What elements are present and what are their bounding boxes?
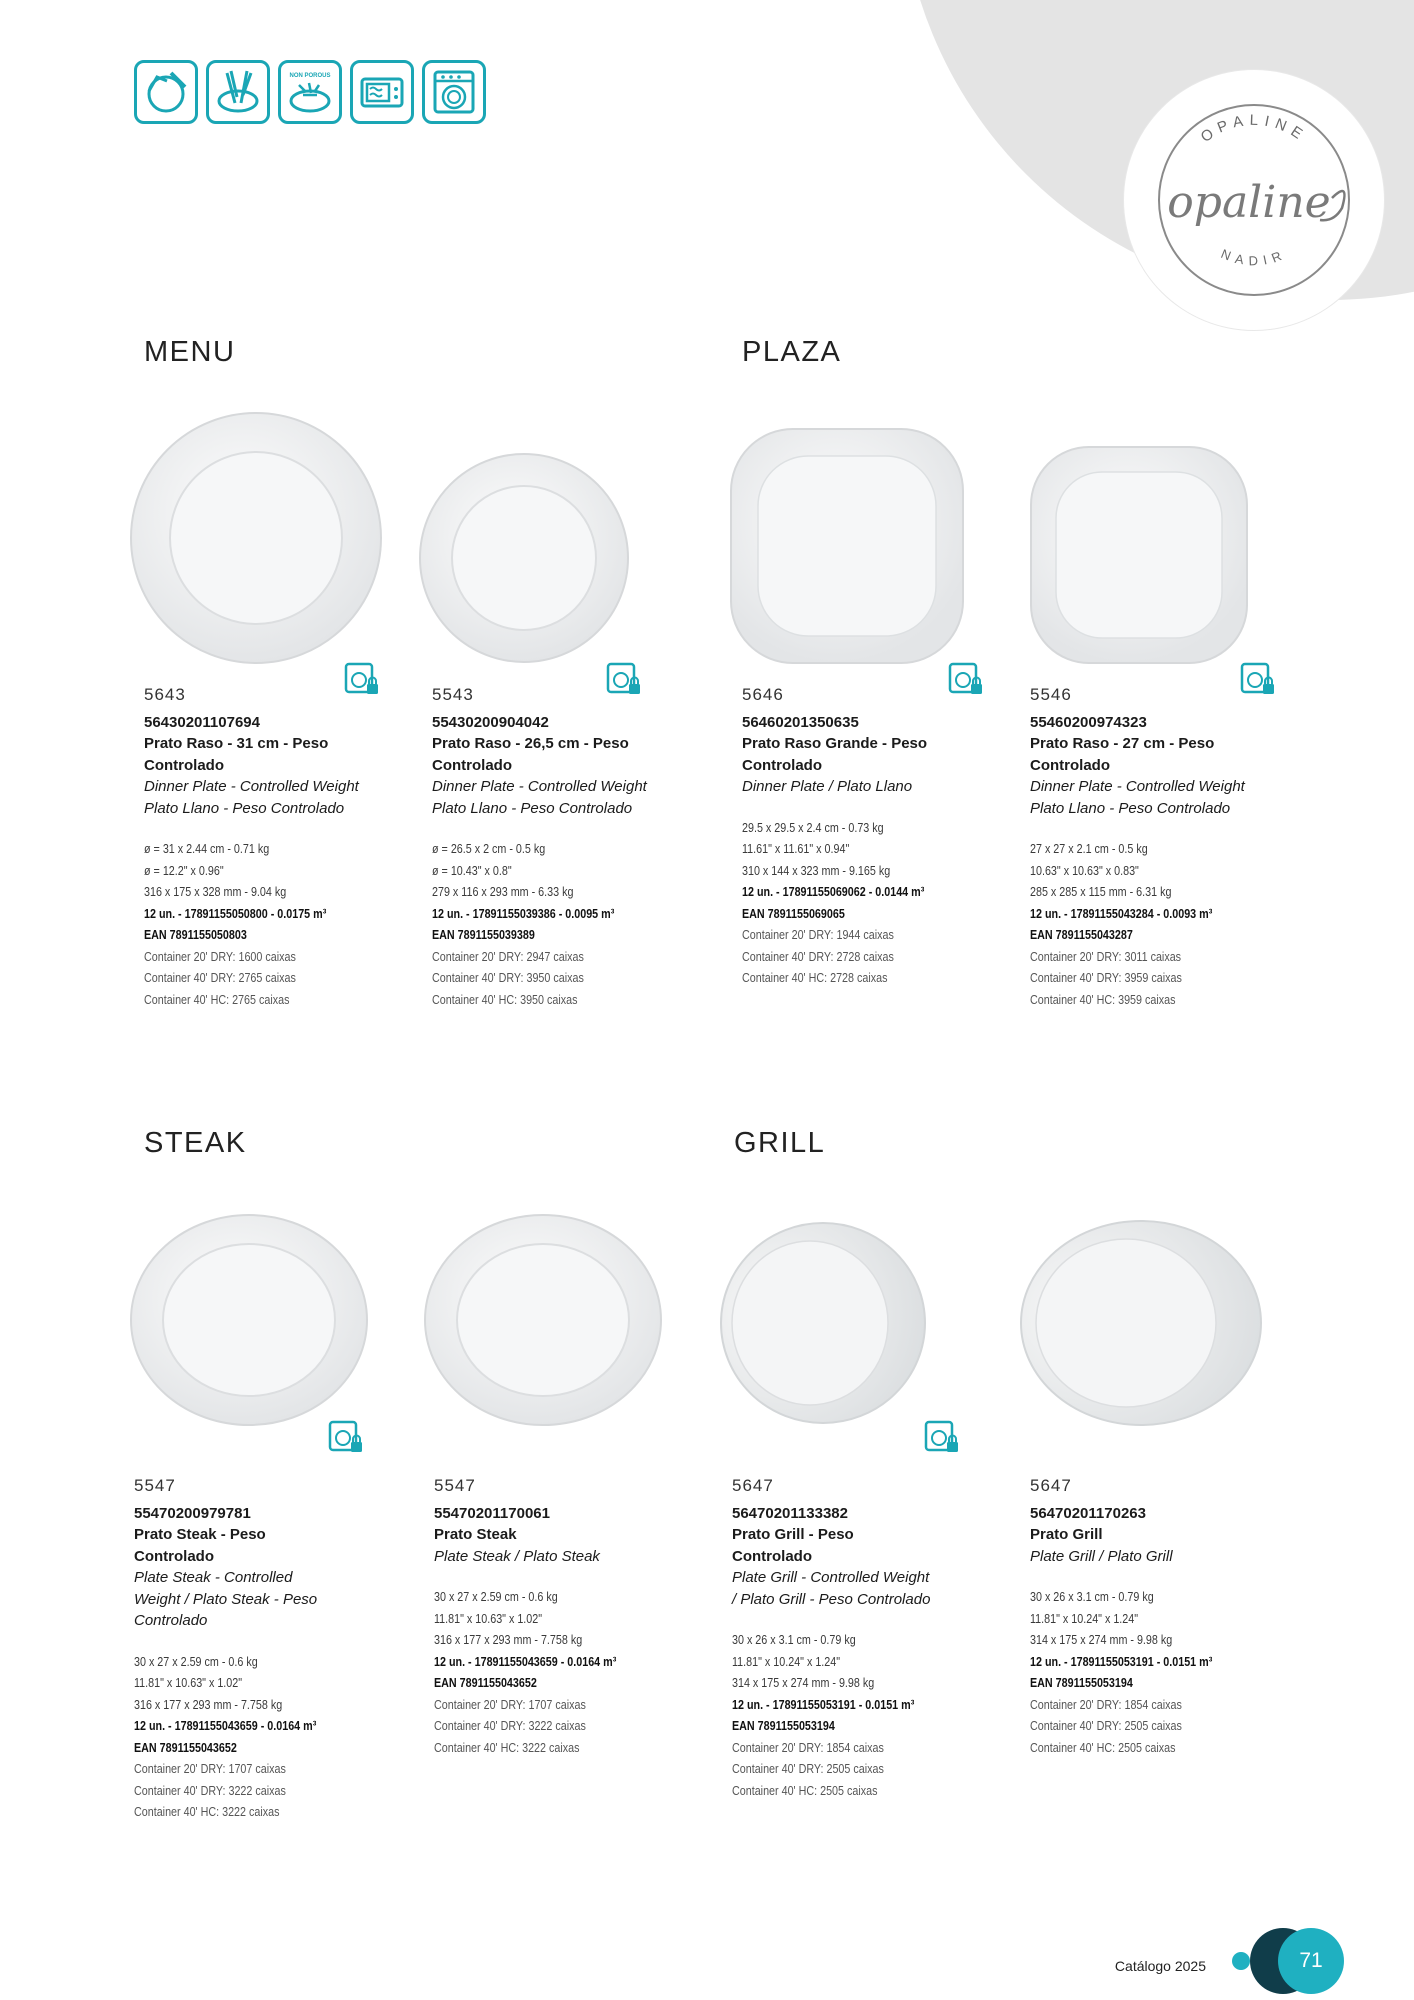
spec-pack: 12 un. - 17891155053191 - 0.0151 m³: [1030, 1654, 1213, 1669]
dishwasher-safe-icon: [134, 60, 198, 124]
non-porous-label: NON POROUS: [289, 73, 331, 79]
product-code: 5647: [1030, 1476, 1072, 1495]
spec-line: 30 x 27 x 2.59 cm - 0.6 kg: [134, 1654, 258, 1669]
non-porous-icon: [278, 60, 342, 124]
spec-container: Container 40' DRY: 2728 caixas: [742, 949, 894, 964]
page-number: 71: [1278, 1928, 1344, 1994]
spec-ean: EAN 7891155050803: [144, 928, 247, 942]
product-card: [1030, 1475, 1260, 1759]
product-sku: 56470201170263: [1030, 1504, 1146, 1522]
product-card: [144, 684, 409, 1011]
product-card: [434, 1475, 664, 1759]
brand-seal: [1124, 70, 1384, 330]
spec-container: Container 40' HC: 2505 caixas: [1030, 1740, 1176, 1755]
product-code: 5643: [144, 685, 186, 704]
spec-line: 310 x 144 x 323 mm - 9.165 kg: [742, 863, 891, 878]
spec-ean: EAN 7891155039389: [432, 928, 535, 942]
spec-line: 316 x 175 x 328 mm - 9.04 kg: [144, 885, 287, 899]
product-sku: 56460201350635: [742, 713, 859, 731]
spec-container: Container 20' DRY: 3011 caixas: [1030, 949, 1182, 964]
spec-container: Container 40' DRY: 2505 caixas: [1030, 1719, 1182, 1733]
spec-pack: 12 un. - 17891155050800 - 0.0175 m³: [144, 906, 327, 921]
product-code: 5543: [432, 685, 474, 704]
page-number-badge: [1232, 1928, 1344, 1994]
spec-pack: 12 un. - 17891155043659 - 0.0164 m³: [134, 1719, 317, 1733]
plate-image-5647-controlled: [718, 1218, 928, 1428]
product-name: Prato Raso Grande - Peso Controlado: [742, 735, 928, 774]
seal-ring-top: OPALINE: [1197, 111, 1311, 146]
product-specs: [732, 1630, 990, 1802]
spec-ean: EAN 7891155069065: [742, 906, 845, 921]
spec-container: Container 20' DRY: 1707 caixas: [434, 1697, 586, 1712]
product-code: 5646: [742, 685, 784, 704]
product-name: Prato Steak - Peso Controlado: [134, 1526, 266, 1565]
product-code: 5546: [1030, 685, 1072, 704]
product-name: Prato Grill - Peso Controlado: [732, 1526, 854, 1565]
controlled-weight-icon: [924, 1420, 960, 1456]
product-code: 5547: [434, 1476, 476, 1495]
catalog-label: Catálogo 2025: [1114, 1958, 1206, 1974]
product-name: Prato Raso - 31 cm - Peso Controlado: [144, 735, 329, 774]
spec-line: 11.81" x 10.24" x 1.24": [732, 1654, 841, 1669]
spec-line: ø = 31 x 2.44 cm - 0.71 kg: [144, 842, 270, 856]
spec-line: 30 x 26 x 3.1 cm - 0.79 kg: [732, 1633, 856, 1647]
spec-line: ø = 26.5 x 2 cm - 0.5 kg: [432, 842, 546, 856]
spec-container: Container 40' HC: 3959 caixas: [1030, 992, 1176, 1007]
spec-pack: 12 un. - 17891155053191 - 0.0151 m³: [732, 1697, 915, 1712]
spec-line: 285 x 285 x 115 mm - 6.31 kg: [1030, 885, 1172, 899]
brand-seal-graphic: [1124, 70, 1384, 330]
spec-container: Container 40' DRY: 3959 caixas: [1030, 971, 1182, 985]
product-card: [432, 684, 697, 1011]
product-code: 5647: [732, 1476, 774, 1495]
product-name-en: Dinner Plate / Plato Llano: [742, 778, 913, 795]
spec-pack: 12 un. - 17891155069062 - 0.0144 m³: [742, 885, 925, 899]
product-name-en: Dinner Plate - Controlled Weight: [144, 778, 359, 795]
section-title-menu: MENU: [144, 336, 236, 368]
controlled-weight-icon: [328, 1420, 364, 1456]
spec-line: 316 x 177 x 293 mm - 7.758 kg: [134, 1697, 283, 1712]
spec-container: Container 20' DRY: 2947 caixas: [432, 949, 584, 964]
spec-line: ø = 10.43" x 0.8": [432, 863, 512, 878]
spec-container: Container 40' DRY: 2765 caixas: [144, 971, 296, 985]
spec-line: 314 x 175 x 274 mm - 9.98 kg: [1030, 1633, 1173, 1647]
spec-pack: 12 un. - 17891155039386 - 0.0095 m³: [432, 906, 615, 921]
plate-image-5543: [418, 452, 630, 664]
product-name: Prato Raso - 26,5 cm - Peso Controlado: [432, 735, 629, 774]
plate-image-5643: [128, 410, 384, 666]
spec-line: 10.63" x 10.63" x 0.83": [1030, 863, 1139, 878]
spec-container: Container 40' HC: 3222 caixas: [434, 1740, 580, 1755]
product-specs: [134, 1652, 392, 1824]
section-title-steak: STEAK: [144, 1127, 247, 1159]
spec-container: Container 40' HC: 2728 caixas: [742, 971, 888, 985]
spec-line: 314 x 175 x 274 mm - 9.98 kg: [732, 1676, 875, 1690]
spec-container: Container 20' DRY: 1707 caixas: [134, 1762, 286, 1776]
spec-container: Container 40' HC: 3950 caixas: [432, 992, 578, 1007]
product-name-es: Plato Llano - Peso Controlado: [432, 799, 633, 817]
spec-container: Container 40' HC: 3222 caixas: [134, 1805, 280, 1819]
spec-pack: 12 un. - 17891155043284 - 0.0093 m³: [1030, 906, 1213, 921]
product-sku: 55470201170061: [434, 1504, 550, 1522]
spec-line: ø = 12.2" x 0.96": [144, 863, 224, 878]
spec-ean: EAN 7891155053194: [1030, 1676, 1133, 1690]
spec-pack: 12 un. - 17891155043659 - 0.0164 m³: [434, 1654, 617, 1669]
product-name-en: Plate Grill - Controlled Weight / Plato Grill - Peso Controlado: [732, 1569, 931, 1608]
product-name-en: Plate Steak / Plato Steak: [434, 1547, 600, 1565]
product-name-es: Plato Llano - Peso Controlado: [1030, 799, 1231, 817]
spec-line: 11.81" x 10.63" x 1.02": [434, 1611, 543, 1626]
product-card: [742, 684, 1007, 990]
spec-line: 279 x 116 x 293 mm - 6.33 kg: [432, 885, 574, 899]
product-name: Prato Grill: [1030, 1526, 1103, 1543]
spec-container: Container 20' DRY: 1854 caixas: [1030, 1697, 1182, 1712]
spec-line: 11.61" x 11.61" x 0.94": [742, 842, 850, 856]
product-name-en: Dinner Plate - Controlled Weight: [432, 778, 647, 795]
plate-image-5547: [422, 1212, 664, 1428]
product-name-en: Plate Steak - Controlled Weight / Plato Steak - Peso Controlado: [134, 1569, 318, 1629]
spec-line: 316 x 177 x 293 mm - 7.758 kg: [434, 1633, 583, 1647]
spec-ean: EAN 7891155043652: [134, 1740, 237, 1755]
section-title-plaza: PLAZA: [742, 336, 842, 368]
spec-container: Container 40' HC: 2505 caixas: [732, 1783, 878, 1798]
spec-container: Container 20' DRY: 1854 caixas: [732, 1740, 884, 1755]
spec-line: 29.5 x 29.5 x 2.4 cm - 0.73 kg: [742, 820, 884, 835]
spec-container: Container 40' HC: 2765 caixas: [144, 992, 290, 1007]
spec-line: 30 x 27 x 2.59 cm - 0.6 kg: [434, 1590, 558, 1604]
fork-knife-scratch-icon: [206, 60, 270, 124]
plate-image-5647: [1018, 1218, 1264, 1428]
product-specs: [742, 818, 1000, 990]
product-specs: [1030, 839, 1288, 1011]
product-code: 5547: [134, 1476, 176, 1495]
product-specs: [432, 839, 690, 1011]
spec-line: 27 x 27 x 2.1 cm - 0.5 kg: [1030, 842, 1148, 856]
product-name-en: Plate Grill / Plato Grill: [1030, 1547, 1173, 1565]
spec-line: 30 x 26 x 3.1 cm - 0.79 kg: [1030, 1590, 1154, 1604]
product-specs: [1030, 1587, 1288, 1759]
product-specs: [144, 839, 402, 1011]
plate-image-5646: [728, 426, 966, 666]
spec-ean: EAN 7891155043287: [1030, 928, 1133, 942]
spec-container: Container 40' DRY: 3950 caixas: [432, 971, 584, 985]
product-name-en: Dinner Plate - Controlled Weight: [1030, 778, 1245, 795]
seal-ring-bottom: NADIR: [1218, 245, 1290, 269]
spec-container: Container 40' DRY: 3222 caixas: [134, 1783, 286, 1798]
spec-ean: EAN 7891155053194: [732, 1719, 835, 1733]
product-sku: 56470201133382: [732, 1504, 848, 1522]
oven-icon: [422, 60, 486, 124]
product-card: [1030, 684, 1295, 1011]
product-card: [732, 1475, 937, 1802]
product-sku: 55430200904042: [432, 713, 549, 731]
product-name: Prato Raso - 27 cm - Peso Controlado: [1030, 735, 1215, 774]
product-sku: 55460200974323: [1030, 713, 1147, 731]
product-specs: [434, 1587, 692, 1759]
page-dot: [1232, 1952, 1250, 1970]
logo-wordmark: opaline: [1167, 177, 1331, 228]
spec-ean: EAN 7891155043652: [434, 1676, 537, 1690]
spec-container: Container 40' DRY: 2505 caixas: [732, 1762, 884, 1776]
product-name-es: Plato Llano - Peso Controlado: [144, 799, 345, 817]
microwave-icon: [350, 60, 414, 124]
usage-icons: [134, 60, 486, 124]
product-sku: 55470200979781: [134, 1504, 251, 1522]
product-sku: 56430201107694: [144, 713, 260, 731]
product-name: Prato Steak: [434, 1526, 517, 1543]
spec-container: Container 20' DRY: 1944 caixas: [742, 928, 894, 942]
section-title-grill: GRILL: [734, 1127, 826, 1159]
plate-image-5547-controlled: [128, 1212, 370, 1428]
spec-line: 11.81" x 10.63" x 1.02": [134, 1676, 243, 1690]
spec-container: Container 20' DRY: 1600 caixas: [144, 949, 296, 964]
spec-line: 11.81" x 10.24" x 1.24": [1030, 1611, 1139, 1626]
product-card: [134, 1475, 339, 1824]
plate-image-5546: [1028, 444, 1250, 666]
spec-container: Container 40' DRY: 3222 caixas: [434, 1719, 586, 1733]
